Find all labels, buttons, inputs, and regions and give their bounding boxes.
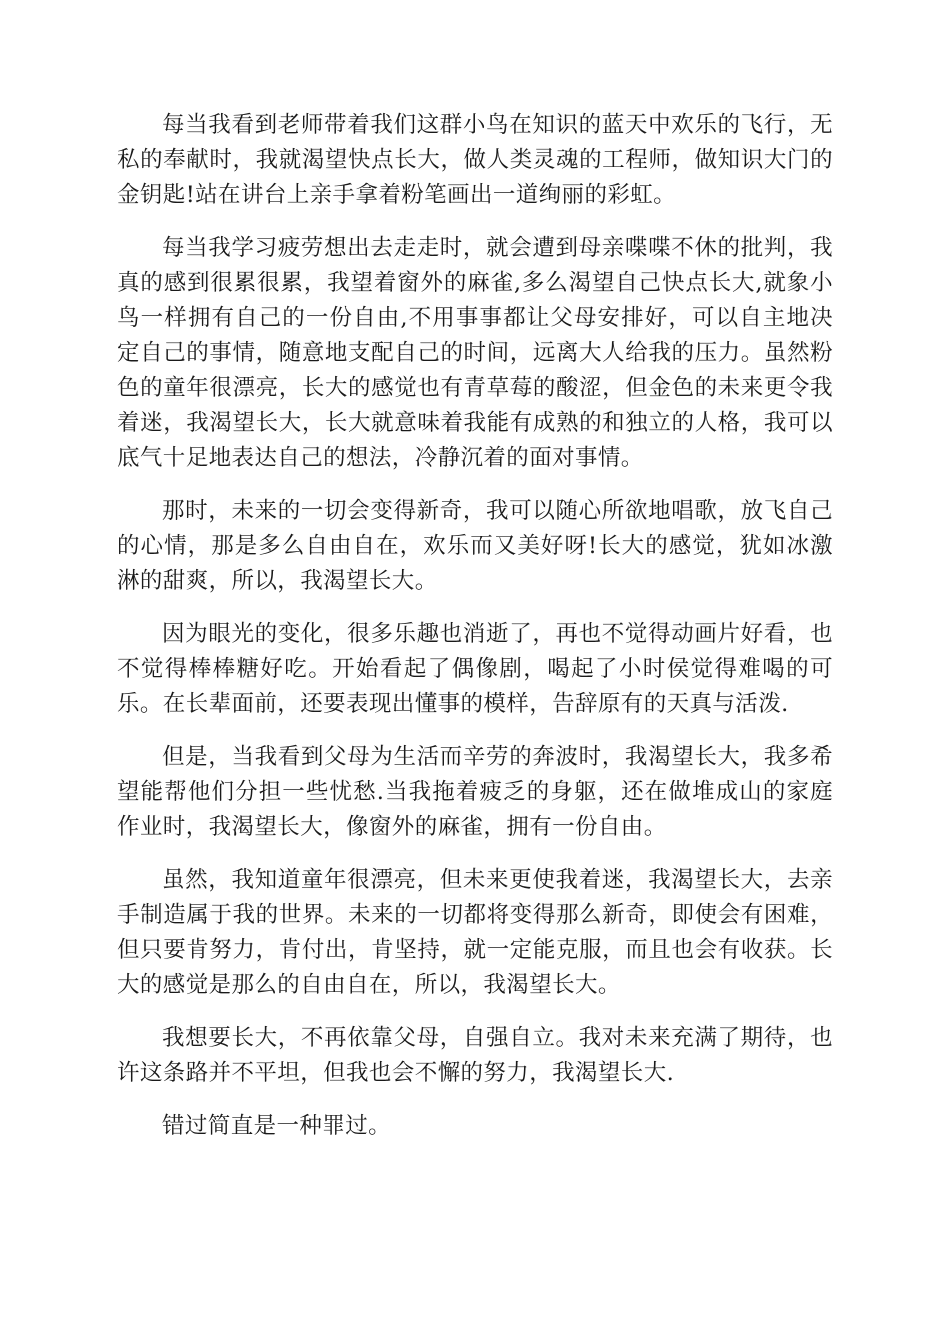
paragraph-5: 但是，当我看到父母为生活而辛劳的奔波时，我渴望长大，我多希望能帮他们分担一些忧愁.当我拖着疲乏的身躯，还在做堆成山的家庭作业时，我渴望长大，像窗外的麻雀，拥有一份自由。	[117, 744, 833, 840]
paragraph-3: 那时，未来的一切会变得新奇，我可以随心所欲地唱歌，放飞自己的心情，那是多么自由自在，欢乐而又美好呀!长大的感觉，犹如冰激淋的甜爽，所以，我渴望长大。	[117, 498, 833, 594]
paragraph-7: 我想要长大，不再依靠父母，自强自立。我对未来充满了期待，也许这条路并不平坦，但我也会不懈的努力，我渴望长大.	[117, 1025, 833, 1086]
document-page	[117, 108, 833, 1162]
paragraph-1: 每当我看到老师带着我们这群小鸟在知识的蓝天中欢乐的飞行，无私的奉献时，我就渴望快点长大，做人类灵魂的工程师，做知识大门的金钥匙!站在讲台上亲手拿着粉笔画出一道绚丽的彩虹。	[117, 112, 833, 208]
paragraph-8: 错过简直是一种罪过。	[162, 1113, 392, 1139]
paragraph-2: 每当我学习疲劳想出去走走时，就会遭到母亲喋喋不休的批判，我真的感到很累很累，我望着窗外的麻雀,多么渴望自己快点长大,就象小鸟一样拥有自己的一份自由,不用事事都让父母安排好，可以自主地决定自己的事情，随意地支配自己的时间，远离大人给我的压力。虽然粉色的童年很漂亮，长大的感觉也有青草莓的酸涩，但金色的未来更令我着迷，我渴望长大，长大就意味着我能有成熟的和独立的人格，我可以底气十足地表达自己的想法，冷静沉着的面对事情。	[117, 235, 833, 471]
paragraph-4: 因为眼光的变化，很多乐趣也消逝了，再也不觉得动画片好看，也不觉得棒棒糖好吃。开始看起了偶像剧，喝起了小时侯觉得难喝的可乐。在长辈面前，还要表现出懂事的模样，告辞原有的天真与活泼.	[117, 621, 833, 717]
paragraph-6: 虽然，我知道童年很漂亮，但未来更使我着迷，我渴望长大，去亲手制造属于我的世界。未来的一切都将变得那么新奇，即使会有困难，但只要肯努力，肯付出，肯坚持，就一定能克服，而且也会有收获。长大的感觉是那么的自由自在，所以，我渴望长大。	[117, 867, 833, 998]
